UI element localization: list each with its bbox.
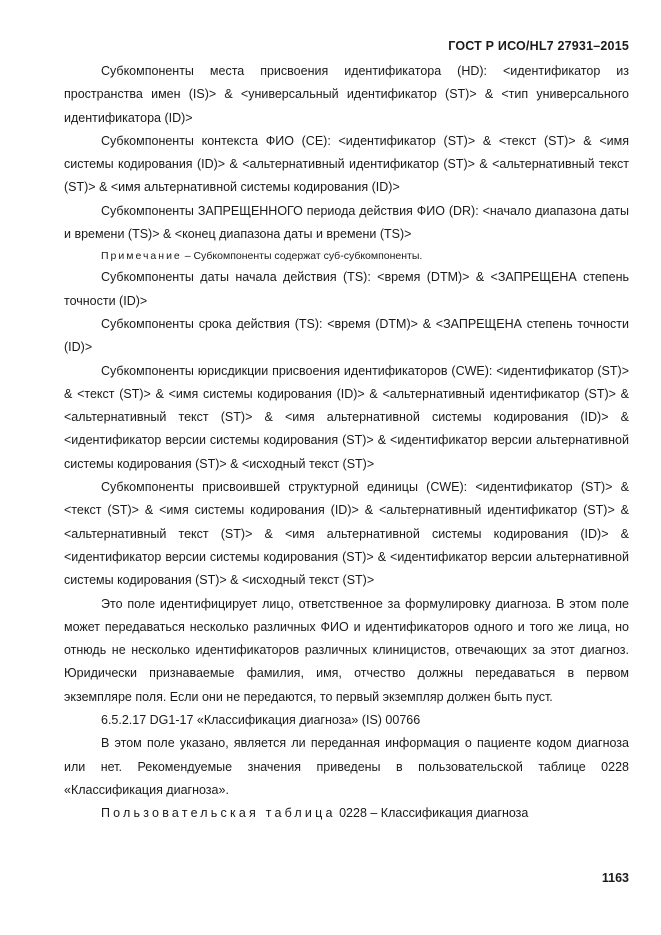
table-title-text: 0228 – Классификация диагноза xyxy=(335,806,529,821)
paragraph-cwe-jurisdiction: Субкомпоненты юрисдикции присвоения идентификаторов (CWE): <идентификатор (ST)> & <текст (ST)> & <имя системы кодирования (ID)> & <альтернативный идентификатор (ST)> & <альтернативный текст (ST)> & <имя альтернативной системы кодирования (ID)> & <идентификатор версии системы кодирования (ST)> & <идентификатор версии альтернативной системы кодирования (ST)> & <исходный текст (ST)> xyxy=(64,363,629,471)
paragraph-ce-subcomponents: Субкомпоненты контекста ФИО (CE): <идентификатор (ST)> & <текст (ST)> & <имя системы кодирования (ID)> & <альтернативный идентификатор (ST)> & <альтернативный текст (ST)> & <имя альтернативной системы кодирования (ID)> xyxy=(64,133,629,195)
note xyxy=(64,246,629,266)
paragraph-cwe-department: Субкомпоненты присвоившей структурной единицы (CWE): <идентификатор (ST)> & <текст (ST)> & <имя системы кодирования (ID)> & <альтернативный идентификатор (ST)> & <альтернативный текст (ST)> & <имя альтернативной системы кодирования (ID)> & <идентификатор версии системы кодирования (ST)> & <идентификатор версии альтернативной системы кодирования (ST)> & <исходный текст (ST)> xyxy=(64,480,629,588)
paragraph-field-description: Это поле идентифицирует лицо, ответственное за формулировку диагноза. В этом поле может передаваться несколько различных ФИО и идентификаторов одного и того же лица, но отнюдь не несколько идентификаторов различных клиницистов, отвечающих за этот диагноз. Юридически признаваемые фамилия, имя, отчество должны передаваться в первом экземпляре поля. Если они не передаются, то первый экземпляр должен быть пуст. xyxy=(64,596,629,704)
paragraph-hd-subcomponents: Субкомпоненты места присвоения идентификатора (HD): <идентификатор из пространства имен (IS)> & <универсальный идентификатор (ST)> & <тип универсального идентификатора (ID)> xyxy=(64,64,629,125)
section-heading: 6.5.2.17 DG1-17 «Классификация диагноза» (IS) 00766 xyxy=(101,713,421,728)
table-title xyxy=(64,802,629,825)
note-label: Примечание xyxy=(101,250,182,263)
page-number: 1163 xyxy=(601,871,629,885)
paragraph-dr-subcomponents: Субкомпоненты ЗАПРЕЩЕННОГО периода действия ФИО (DR): <начало диапазона даты и времени (TS)> & <конец диапазона даты и времени (TS)> xyxy=(64,203,629,242)
note-text: – Субкомпоненты содержат суб-субкомпоненты. xyxy=(181,250,423,263)
paragraph-ts-start-subcomponents: Субкомпоненты даты начала действия (TS): <время (DTM)> & <ЗАПРЕЩЕНА степень точности (ID)> xyxy=(64,270,629,308)
table-title-label: Пользовательская таблица xyxy=(101,806,336,821)
paragraph-ts-expiry-subcomponents: Субкомпоненты срока действия (TS): <время (DTM)> & <ЗАПРЕЩЕНА степень точности (ID)> xyxy=(64,316,629,355)
standard-header: ГОСТ Р ИСО/HL7 27931–2015 xyxy=(448,39,629,53)
page-content xyxy=(64,60,629,826)
paragraph-classification-description: В этом поле указано, является ли переданная информация о пациенте кодом диагноза или нет. Рекомендуемые значения приведены в пользовательской таблице 0228 «Классификация диагноза». xyxy=(64,736,629,797)
